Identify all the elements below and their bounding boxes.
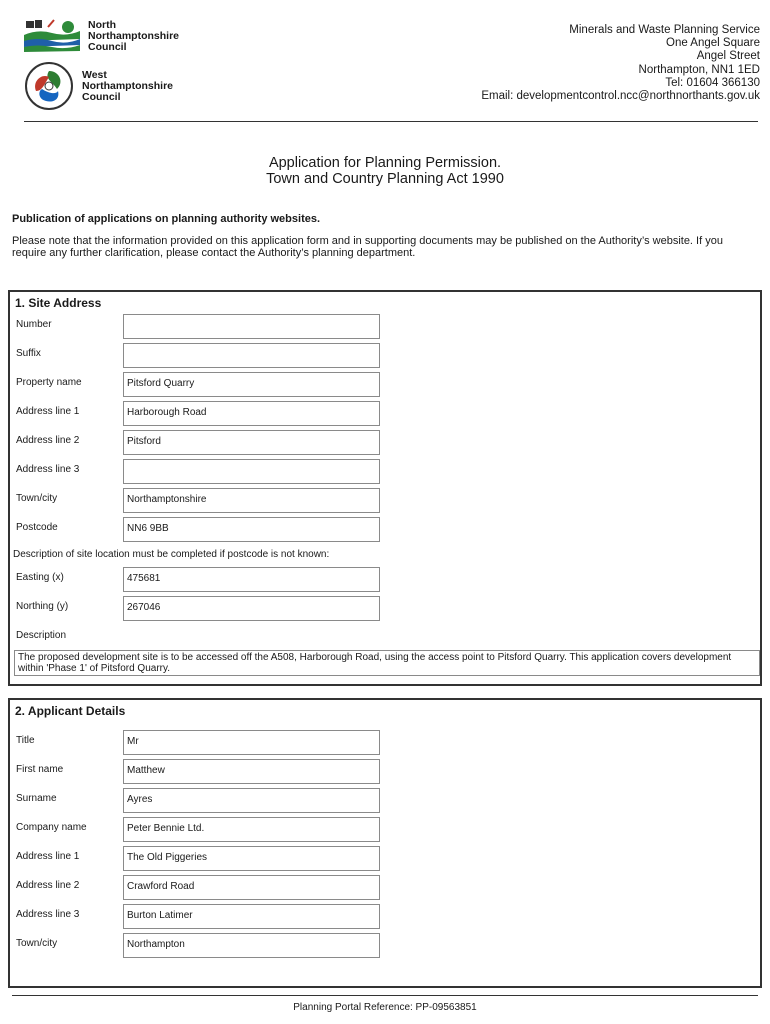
northing-field[interactable]: 267046: [123, 596, 380, 621]
applicant-address-line2-field[interactable]: Crawford Road: [123, 875, 380, 900]
footer-divider: [12, 995, 758, 996]
northing-label: Northing (y): [16, 601, 69, 612]
west-northamptonshire-logo: [24, 60, 179, 112]
contact-address-block: [481, 24, 760, 103]
site-address-line2-label: Address line 2: [16, 435, 80, 446]
publication-notice: Please note that the information provided on this application form and in supporting documents may be published on the Authority’s website. If you require any further clarification, please contact the Authority’s planning department.: [12, 235, 723, 259]
header-divider: [24, 121, 758, 122]
company-name-field[interactable]: Peter Bennie Ltd.: [123, 817, 380, 842]
address-line-4: Northampton, NN1 1ED: [638, 63, 760, 76]
applicant-address-line3-label: Address line 3: [16, 909, 80, 920]
easting-label: Easting (x): [16, 572, 64, 583]
first-name-field[interactable]: Matthew: [123, 759, 380, 784]
applicant-address-line1-field[interactable]: The Old Piggeries: [123, 846, 380, 871]
document-title-line1: Application for Planning Permission.: [268, 155, 502, 171]
north-logo-line2: Northamptonshire: [88, 29, 180, 42]
north-logo-line1: North: [88, 18, 116, 31]
title-label: Title: [16, 735, 35, 746]
applicant-address-line1-label: Address line 1: [16, 851, 80, 862]
address-line-3: Angel Street: [696, 50, 760, 63]
publication-heading: Publication of applications on planning authority websites.: [12, 213, 321, 225]
company-name-label: Company name: [16, 822, 87, 833]
site-address-line1-label: Address line 1: [16, 406, 80, 417]
west-council-rose-icon: [24, 61, 74, 111]
applicant-address-line2-label: Address line 2: [16, 880, 80, 891]
description-label: Description: [16, 630, 67, 641]
address-line-1: Minerals and Waste Planning Service: [569, 24, 760, 36]
number-field[interactable]: [123, 314, 380, 339]
site-address-line3-label: Address line 3: [16, 464, 80, 475]
site-town-field[interactable]: Northamptonshire: [123, 488, 380, 513]
number-label: Number: [16, 319, 52, 330]
postcode-field[interactable]: NN6 9BB: [123, 517, 380, 542]
west-logo-line1: West: [82, 68, 107, 81]
surname-field[interactable]: Ayres: [123, 788, 380, 813]
north-northamptonshire-logo: [24, 16, 179, 56]
title-field[interactable]: Mr: [123, 730, 380, 755]
surname-label: Surname: [16, 793, 57, 804]
easting-field[interactable]: 475681: [123, 567, 380, 592]
address-line-2: One Angel Square: [666, 37, 760, 50]
suffix-label: Suffix: [16, 348, 41, 359]
section-title: 2. Applicant Details: [15, 704, 126, 718]
site-address-section: [8, 290, 762, 686]
applicant-town-field[interactable]: Northampton: [123, 933, 380, 958]
site-address-line2-field[interactable]: Pitsford: [123, 430, 380, 455]
document-title: [0, 155, 770, 187]
address-email: Email: developmentcontrol.ncc@northnorthants.gov.uk: [481, 90, 760, 103]
description-field[interactable]: The proposed development site is to be accessed off the A508, Harborough Road, using the access point to Pitsford Quarry. This application covers development within 'Phase 1' of Pitsford Quarry.: [14, 650, 760, 676]
north-council-emblem-icon: [24, 19, 80, 53]
west-logo-line2: Northamptonshire: [82, 79, 174, 92]
section-title: 1. Site Address: [15, 296, 102, 310]
planning-portal-reference: Planning Portal Reference: PP-09563851: [293, 1002, 477, 1013]
document-title-line2: Town and Country Planning Act 1990: [266, 171, 504, 187]
property-name-field[interactable]: Pitsford Quarry: [123, 372, 380, 397]
property-name-label: Property name: [16, 377, 82, 388]
address-telephone: Tel: 01604 366130: [665, 76, 760, 89]
site-address-line3-field[interactable]: [123, 459, 380, 484]
logo-group: [24, 16, 179, 112]
postcode-label: Postcode: [16, 522, 58, 533]
suffix-field[interactable]: [123, 343, 380, 368]
north-logo-line3: Council: [88, 40, 127, 53]
site-town-label: Town/city: [16, 493, 58, 504]
location-note: Description of site location must be completed if postcode is not known:: [13, 549, 330, 560]
applicant-address-line3-field[interactable]: Burton Latimer: [123, 904, 380, 929]
first-name-label: First name: [16, 764, 64, 775]
west-logo-line3: Council: [82, 90, 121, 103]
applicant-town-label: Town/city: [16, 938, 58, 949]
site-address-line1-field[interactable]: Harborough Road: [123, 401, 380, 426]
applicant-details-section: [8, 698, 762, 988]
